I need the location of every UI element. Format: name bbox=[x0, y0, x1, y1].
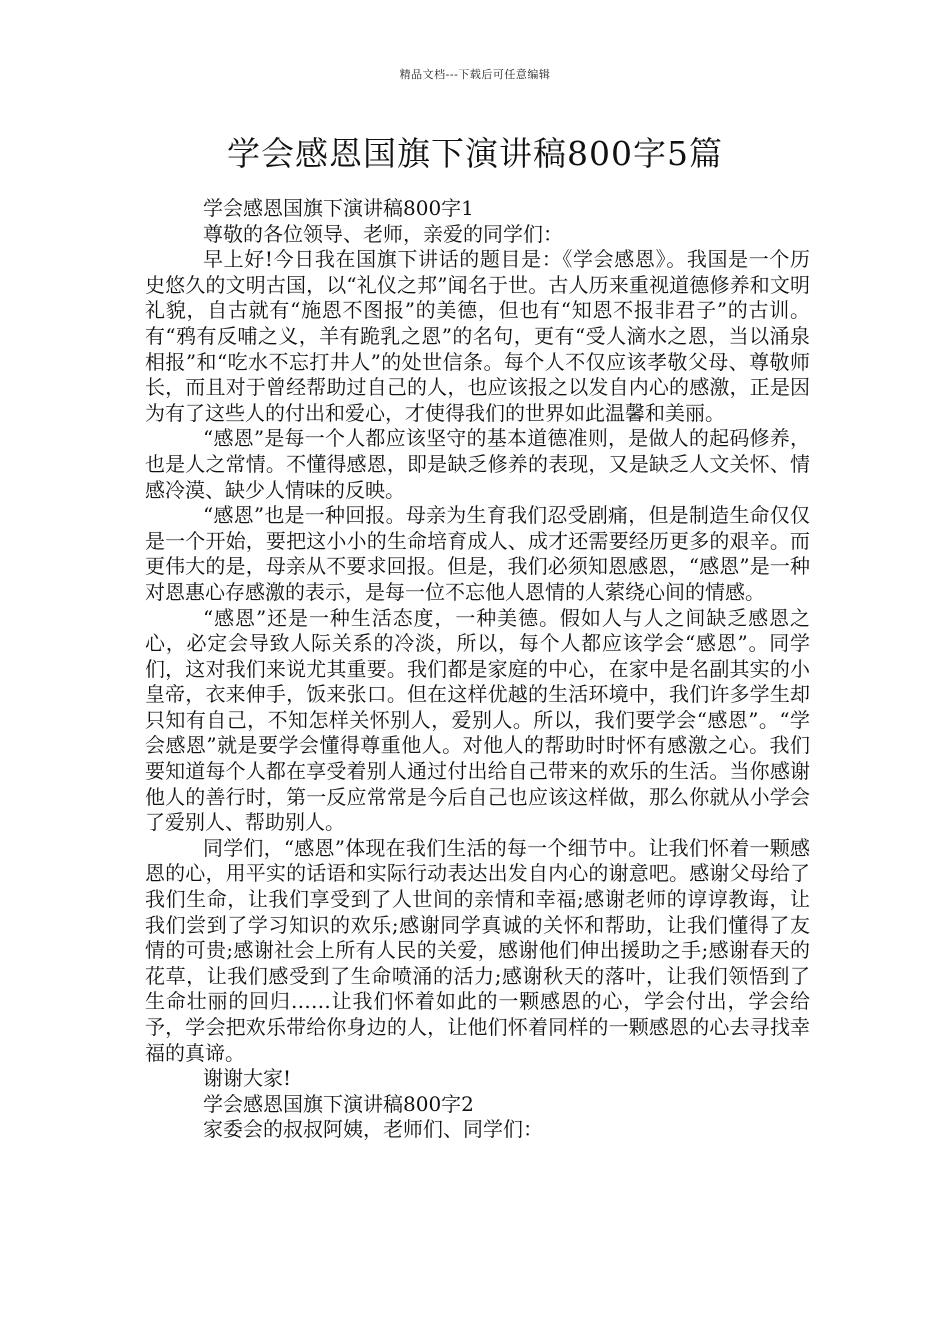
salutation: 尊敬的各位领导、老师，亲爱的同学们： bbox=[203, 221, 563, 246]
closing-thanks: 谢谢大家! bbox=[203, 1066, 292, 1091]
body-paragraph: “感恩”是每一个人都应该坚守的基本道德准则，是做人的起码修养，也是人之常情。不懂得感恩，即是缺乏修养的表现，又是缺乏人文关怀、情感冷漠、缺少人情味的反映。 bbox=[145, 426, 810, 502]
body-paragraph: “感恩”还是一种生活态度，一种美德。假如人与人之间缺乏感恩之心，必定会导致人际关系的冷淡，所以，每个人都应该学会“感恩”。同学们，这对我们来说尤其重要。我们都是家庭的中心，在家中是名副其实的小皇帝，衣来伸手，饭来张口。但在这样优越的生活环境中，我们许多学生却只知有自己，不知怎样关怀别人，爱别人。所以，我们要学会“感恩”。“学会感恩”就是要学会懂得尊重他人。对他人的帮助时时怀有感激之心。我们要知道每个人都在享受着别人通过付出给自己带来的欢乐的生活。当你感谢他人的善行时，第一反应常常是今后自己也应该这样做，那么你就从小学会了爱别人、帮助别人。 bbox=[145, 605, 810, 835]
body-paragraph: 同学们，“感恩”体现在我们生活的每一个细节中。让我们怀着一颗感恩的心，用平实的话语和实际行动表达出发自内心的谢意吧。感谢父母给了我们生命，让我们享受到了人世间的亲情和幸福;感谢老师的谆谆教诲，让我们尝到了学习知识的欢乐;感谢同学真诚的关怀和帮助，让我们懂得了友情的可贵;感谢社会上所有人民的关爱，感谢他们伸出援助之手;感谢春天的花草，让我们感受到了生命喷涌的活力;感谢秋天的落叶，让我们领悟到了生命壮丽的回归……让我们怀着如此的一颗感恩的心，学会付出，学会给予，学会把欢乐带给你身边的人，让他们怀着同样的一颗感恩的心去寻找幸福的真谛。 bbox=[145, 835, 810, 1065]
header-note: 精品文档---下载后可任意编辑 bbox=[399, 68, 551, 81]
salutation-2: 家委会的叔叔阿姨，老师们、同学们： bbox=[203, 1117, 543, 1142]
subtitle-speech-2: 学会感恩国旗下演讲稿800字2 bbox=[203, 1091, 474, 1116]
subtitle-speech-1: 学会感恩国旗下演讲稿800字1 bbox=[203, 196, 474, 220]
document-body bbox=[145, 196, 810, 1143]
body-paragraph: “感恩”也是一种回报。母亲为生育我们忍受剧痛，但是制造生命仅仅是一个开始，要把这小小的生命培育成人、成才还需要经历更多的艰辛。而更伟大的是，母亲从不要求回报。但是，我们必须知恩感恩，“感恩”是一种对恩惠心存感激的表示，是每一位不忘他人恩情的人萦绕心间的情感。 bbox=[145, 503, 810, 604]
body-paragraph: 早上好!今日我在国旗下讲话的题目是：《学会感恩》。我国是一个历史悠久的文明古国，以“礼仪之邦”闻名于世。古人历来重视道德修养和文明礼貌，自古就有“施恩不图报”的美德，但也有“知恩不报非君子”的古训。有“鸦有反哺之义，羊有跪乳之恩”的名句，更有“受人滴水之恩，当以涌泉相报”和“吃水不忘打井人”的处世信条。每个人不仅应该孝敬父母、尊敬师长，而且对于曾经帮助过自己的人，也应该报之以发自内心的感激，正是因为有了这些人的付出和爱心，才使得我们的世界如此温馨和美丽。 bbox=[145, 247, 810, 425]
document-title: 学会感恩国旗下演讲稿800字5篇 bbox=[227, 134, 723, 173]
